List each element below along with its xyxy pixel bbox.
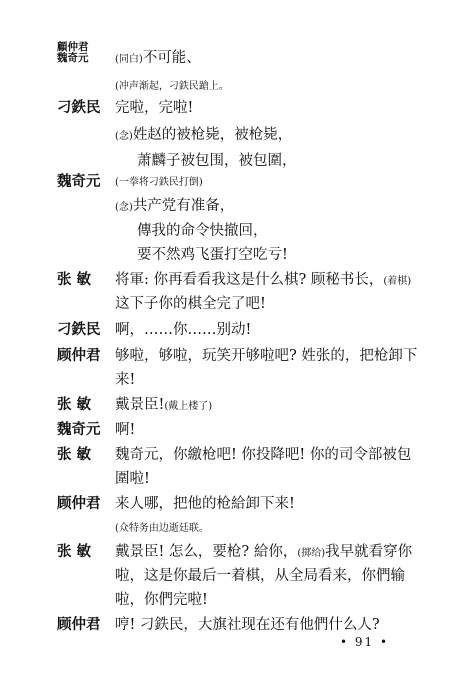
dialogue-line: [115, 194, 234, 215]
dialogue-text: 完啦，完啦!: [115, 100, 194, 116]
speaker-name: 顾仲君: [57, 616, 101, 633]
speaker-name: 顧仲君: [57, 41, 89, 53]
speaker-name: 顾仲君: [57, 495, 101, 512]
dialogue-text: 要不然鸡飞蛋打空吃亏!: [137, 247, 288, 263]
dialogue-line: [115, 393, 212, 414]
dialogue-line: [115, 46, 201, 67]
speaker-name: 魏奇元: [57, 421, 101, 438]
dialogue-line: [115, 268, 411, 289]
dialogue-text: 魏奇元，你繳枪吧! 你投降吧! 你的司令部被包: [115, 447, 412, 463]
stage-direction-inline: (念): [115, 202, 133, 213]
dialogue-text: 共产党有准备，: [132, 198, 235, 214]
speaker-name: 刁鉄民: [57, 99, 101, 116]
stage-direction: (冲声渐起，刁鉄民蹌上。: [115, 81, 229, 92]
stage-direction-inline: (同白): [115, 54, 143, 65]
dialogue-line: [115, 123, 292, 144]
stage-direction-inline: (念): [115, 131, 133, 142]
stage-direction: (众特务由边逝廷联。: [115, 523, 209, 534]
page-number: • 91 •: [340, 635, 390, 649]
dialogue-text: 来人哪，把他的枪給卸下来!: [115, 496, 295, 512]
dialogue-text: 萧麟子被包围，被包圍，: [137, 153, 297, 169]
stage-direction-inline: (着棋): [383, 276, 412, 287]
dialogue-text: 姓赵的被枪毙，被枪毙，: [132, 127, 293, 143]
stage-direction-inline: (戴上楼了): [164, 401, 213, 412]
speaker-dual: [57, 42, 89, 64]
dialogue-text: 哼! 刁鉄民，大旗社现在还有他們什么人?: [115, 617, 380, 633]
speaker-name: 张 敏: [57, 396, 92, 413]
dialogue-text: 傳我的命令快撤回，: [137, 223, 268, 239]
dialogue-text: 我早就看穿你: [325, 544, 413, 560]
dialogue-text: 来!: [115, 372, 136, 388]
speaker-name: 刁鉄民: [57, 321, 101, 338]
dialogue-text: 戴景臣! 怎么，要枪? 給你，: [115, 544, 298, 560]
dialogue-text: 够啦，够啦，玩笑开够啦吧? 姓张的，把枪卸下: [115, 348, 418, 364]
dialogue-text: 啦，你們完啦!: [115, 592, 208, 608]
stage-direction: (一拳将刁鉄民打倒): [115, 177, 203, 188]
speaker-name: 张 敏: [57, 271, 92, 288]
dialogue-text: 啦，这是你最后一着棋，从全局看来，你們输: [115, 568, 405, 584]
speaker-name: 魏奇元: [57, 52, 89, 64]
speaker-name: 顾仲君: [57, 347, 101, 364]
dialogue-text: 戴景臣!: [115, 397, 165, 413]
dialogue-text: 不可能、: [142, 50, 201, 66]
dialogue-text: 啊，……你……别动!: [115, 322, 252, 338]
speaker-name: 魏奇元: [57, 173, 101, 190]
dialogue-text: 圍啦!: [115, 471, 150, 487]
dialogue-text: 将軍: 你再看看我这是什么棋? 顾秘书长，: [115, 272, 384, 288]
speaker-name: 张 敏: [57, 543, 92, 560]
dialogue-text: 啊!: [115, 422, 136, 438]
stage-direction-inline: (掷给): [297, 548, 326, 559]
dialogue-text: 这下子你的棋全完了吧!: [115, 296, 266, 312]
dialogue-line: [115, 540, 412, 561]
speaker-name: 张 敏: [57, 446, 92, 463]
